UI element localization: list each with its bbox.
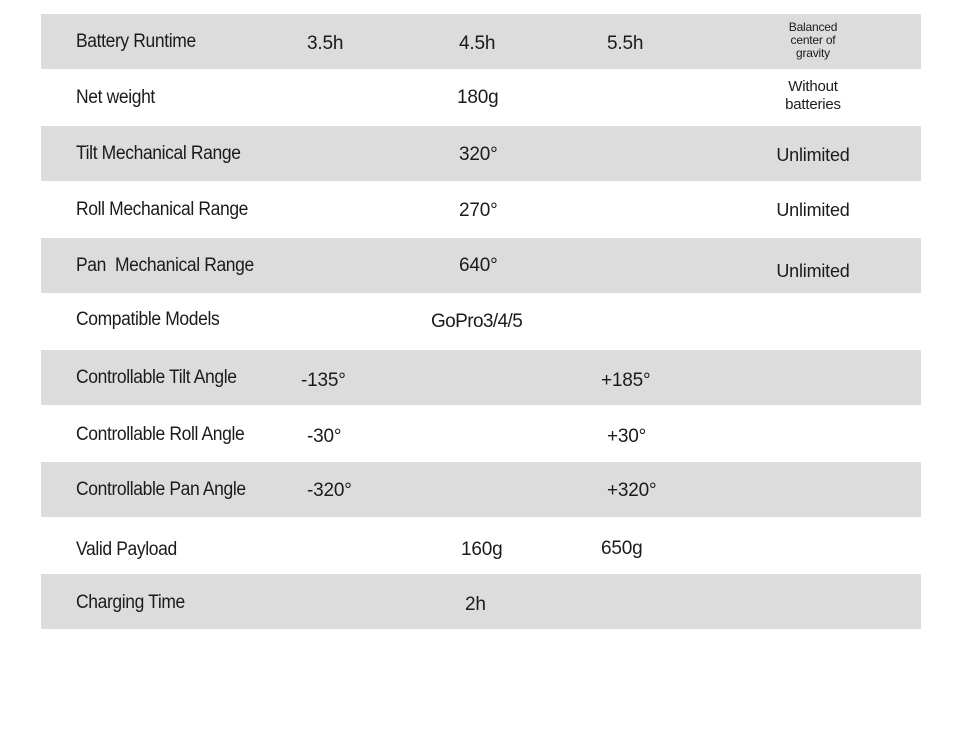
spec-row-controllable-roll-angle [41, 406, 921, 462]
spec-row-valid-payload [41, 518, 921, 574]
spec-value-col3: 650g [601, 538, 643, 559]
spec-row-compatible-models [41, 294, 921, 350]
spec-label: Valid Payload [76, 539, 177, 560]
spec-value-col3: +185° [601, 370, 651, 391]
spec-note: Unlimited [776, 145, 850, 165]
spec-label: Controllable Pan Angle [76, 479, 246, 500]
spec-row-controllable-pan-angle [41, 462, 921, 518]
spec-label: Tilt Mechanical Range [76, 143, 241, 164]
spec-table [41, 14, 921, 630]
spec-value-col2: 320° [459, 144, 498, 165]
spec-label: Charging Time [76, 592, 185, 613]
spec-value-col2: 4.5h [459, 33, 496, 54]
spec-value-col3: +320° [607, 480, 657, 501]
spec-label: Roll Mechanical Range [76, 199, 249, 220]
spec-value-col2: GoPro3/4/5 [431, 311, 523, 332]
spec-row-roll-mechanical-range [41, 182, 921, 238]
spec-value-col3: +30° [607, 426, 647, 447]
spec-value-col2: 180g [457, 87, 499, 108]
spec-label: Compatible Models [76, 309, 220, 330]
spec-value-col2: 2h [465, 594, 486, 615]
spec-label: Battery Runtime [76, 31, 196, 52]
spec-row-battery-runtime [41, 14, 921, 70]
spec-note: Balanced center of gravity [788, 20, 838, 60]
spec-value-col3: 5.5h [607, 33, 644, 54]
spec-value-col1: -135° [301, 370, 346, 391]
spec-row-charging-time [41, 574, 921, 630]
spec-note: Without batteries [785, 78, 841, 113]
spec-row-tilt-mechanical-range [41, 126, 921, 182]
spec-value-col2: 160g [461, 539, 503, 560]
spec-label: Net weight [76, 87, 155, 108]
spec-value-col2: 270° [459, 200, 498, 221]
spec-value-col2: 640° [459, 255, 498, 276]
spec-label: Pan Mechanical Range [76, 255, 254, 276]
spec-row-pan-mechanical-range [41, 238, 921, 294]
spec-label: Controllable Tilt Angle [76, 367, 237, 388]
spec-row-controllable-tilt-angle [41, 350, 921, 406]
spec-value-col1: -320° [307, 480, 352, 501]
spec-note: Unlimited [776, 261, 850, 281]
spec-value-col1: 3.5h [307, 33, 344, 54]
spec-value-col1: -30° [307, 426, 342, 447]
spec-note: Unlimited [776, 200, 850, 220]
spec-label: Controllable Roll Angle [76, 424, 245, 445]
spec-row-net-weight [41, 70, 921, 126]
